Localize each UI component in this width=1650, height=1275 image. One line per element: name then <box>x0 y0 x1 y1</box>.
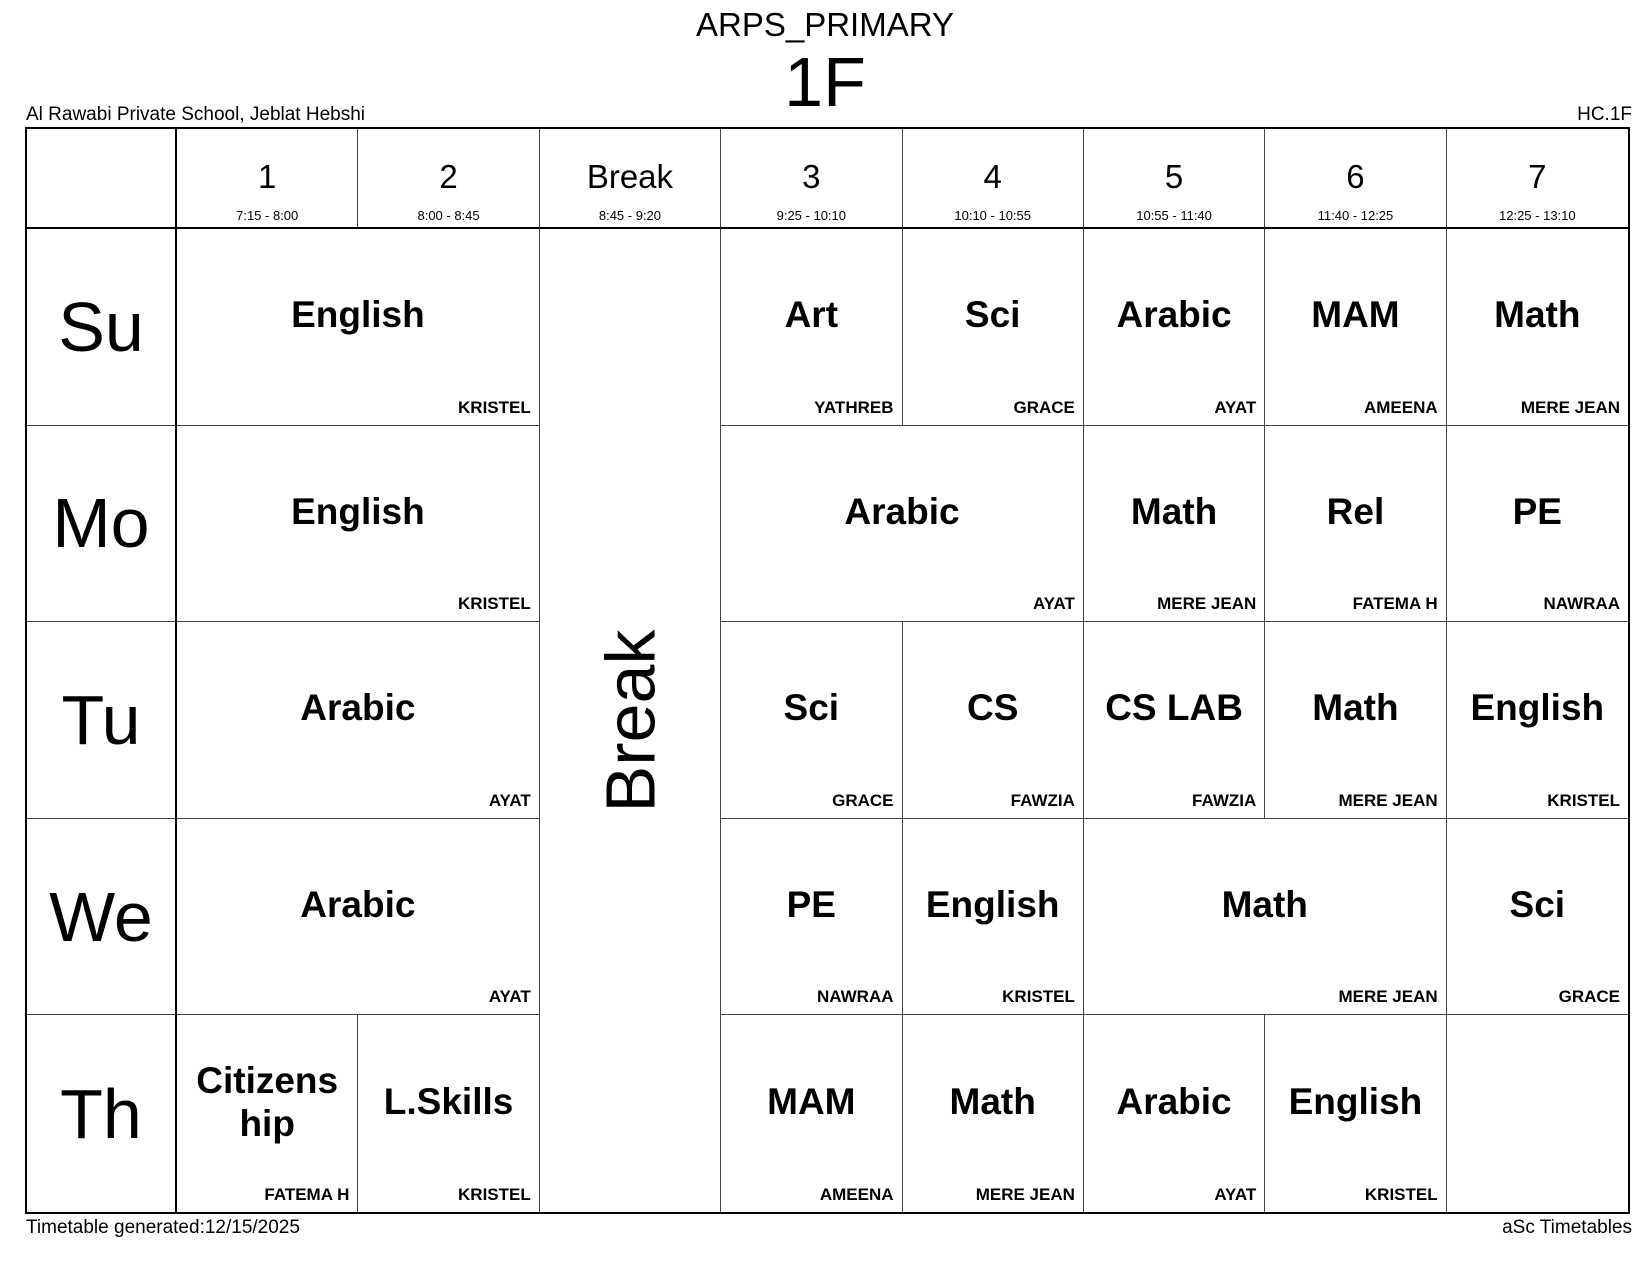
lesson-teacher: KRISTEL <box>458 397 531 417</box>
lesson-subject: English <box>291 294 425 336</box>
lesson-cell <box>721 229 902 426</box>
day-label-cell <box>27 819 177 1016</box>
lesson-cell <box>721 1015 902 1212</box>
lesson-subject: Math <box>949 1081 1036 1123</box>
lesson-subject: Citizens hip <box>196 1059 339 1144</box>
lesson-teacher: MERE JEAN <box>1338 987 1438 1007</box>
lesson-teacher: FAWZIA <box>1010 790 1075 810</box>
period-label: 5 <box>1164 158 1184 195</box>
lesson-teacher: KRISTEL <box>1547 790 1620 810</box>
lesson-teacher: AYAT <box>1214 397 1257 417</box>
lesson-subject: Math <box>1494 294 1581 336</box>
period-label: 4 <box>983 158 1002 195</box>
lesson-teacher: GRACE <box>1013 397 1075 417</box>
lesson-teacher: GRACE <box>1558 987 1620 1007</box>
lesson-subject: Sci <box>1509 884 1566 926</box>
lesson-teacher: KRISTEL <box>458 1184 531 1204</box>
lesson-teacher: FAWZIA <box>1192 790 1257 810</box>
lesson-cell <box>177 426 540 623</box>
day-label: Su <box>58 287 144 366</box>
lesson-subject: English <box>925 884 1060 926</box>
lesson-teacher: KRISTEL <box>1364 1184 1438 1204</box>
lesson-cell <box>1447 426 1628 623</box>
period-time: 10:55 - 11:40 <box>1136 208 1212 223</box>
lesson-subject: Art <box>784 294 839 336</box>
period-label: 7 <box>1528 158 1547 195</box>
lesson-subject: CS LAB <box>1105 687 1243 729</box>
lesson-subject: English <box>291 490 425 532</box>
lesson-cell <box>903 819 1084 1016</box>
lesson-subject: Sci <box>964 294 1021 336</box>
lesson-subject: Math <box>1221 884 1308 926</box>
break-label: Break <box>590 629 669 812</box>
footer-generated-date: Timetable generated:12/15/2025 <box>26 1217 300 1238</box>
day-label: Mo <box>52 484 150 563</box>
lesson-cell <box>721 426 1084 623</box>
day-label-cell <box>27 229 177 426</box>
lesson-teacher: FATEMA H <box>1352 594 1438 614</box>
lesson-teacher: MERE JEAN <box>1338 790 1438 810</box>
lesson-subject: Math <box>1312 687 1399 729</box>
period-time: 7:15 - 8:00 <box>236 208 299 223</box>
school-name: Al Rawabi Private School, Jeblat Hebshi <box>26 104 366 125</box>
lesson-subject <box>1451 1015 1624 1188</box>
lesson-subject: PE <box>786 884 836 926</box>
lesson-cell <box>1447 622 1628 819</box>
lesson-cell <box>1084 229 1265 426</box>
lesson-teacher: AYAT <box>1032 594 1075 614</box>
period-label: 6 <box>1346 158 1365 195</box>
lesson-teacher: KRISTEL <box>458 594 531 614</box>
lesson-subject: PE <box>1512 490 1562 532</box>
lesson-teacher: FATEMA H <box>264 1184 350 1204</box>
period-header <box>1265 129 1446 229</box>
lesson-cell <box>1265 229 1446 426</box>
period-time: 12:25 - 13:10 <box>1499 208 1576 223</box>
lesson-cell <box>903 1015 1084 1212</box>
lesson-cell <box>1084 819 1447 1016</box>
lesson-teacher: YATHREB <box>814 397 894 417</box>
lesson-cell <box>1447 819 1628 1016</box>
lesson-subject: English <box>1470 687 1605 729</box>
lesson-subject: L.Skills <box>383 1081 514 1123</box>
day-label: Th <box>60 1074 142 1153</box>
lesson-teacher: AMEENA <box>819 1184 894 1204</box>
period-label: Break <box>586 158 674 195</box>
school-title: ARPS_PRIMARY <box>696 6 954 43</box>
lesson-cell <box>1084 426 1265 623</box>
timetable-grid <box>25 127 1630 1214</box>
lesson-cell <box>721 819 902 1016</box>
lesson-cell <box>1084 622 1265 819</box>
lesson-subject: English <box>1288 1081 1423 1123</box>
period-label: 3 <box>802 158 821 195</box>
lesson-teacher: NAWRAA <box>817 987 894 1007</box>
lesson-cell <box>177 229 540 426</box>
lesson-cell <box>1084 1015 1265 1212</box>
lesson-teacher: MERE JEAN <box>1157 594 1257 614</box>
day-label-cell <box>27 622 177 819</box>
class-code: HC.1F <box>1577 104 1632 125</box>
lesson-teacher: NAWRAA <box>1543 594 1620 614</box>
period-time: 11:40 - 12:25 <box>1317 208 1394 223</box>
period-header <box>1084 129 1265 229</box>
lesson-cell <box>1447 1015 1628 1212</box>
period-header <box>540 129 721 229</box>
lesson-cell <box>1447 229 1628 426</box>
lesson-subject: MAM <box>767 1081 856 1123</box>
class-title: 1F <box>784 43 866 121</box>
day-label: We <box>49 877 153 956</box>
lesson-teacher: AMEENA <box>1363 397 1438 417</box>
lesson-subject: Math <box>1130 490 1218 532</box>
period-header <box>177 129 358 229</box>
period-time: 9:25 - 10:10 <box>776 208 846 223</box>
day-label-cell <box>27 1015 177 1212</box>
corner-cell <box>27 129 177 229</box>
period-label: 2 <box>439 158 458 195</box>
lesson-cell <box>177 622 540 819</box>
lesson-cell <box>177 1015 358 1212</box>
lesson-subject: Sci <box>783 687 840 729</box>
period-header <box>903 129 1084 229</box>
lesson-cell <box>1265 426 1446 623</box>
lesson-subject: CS <box>966 687 1019 729</box>
lesson-cell <box>903 229 1084 426</box>
period-header <box>721 129 902 229</box>
lesson-subject: Arabic <box>1116 1081 1232 1123</box>
lesson-teacher: MERE JEAN <box>1520 397 1620 417</box>
break-column <box>540 229 721 1212</box>
lesson-cell <box>1265 1015 1446 1212</box>
lesson-teacher: AYAT <box>488 987 531 1007</box>
lesson-cell <box>903 622 1084 819</box>
lesson-teacher: AYAT <box>488 790 531 810</box>
lesson-cell <box>721 622 902 819</box>
period-time: 8:45 - 9:20 <box>598 208 662 223</box>
day-label: Tu <box>61 680 141 759</box>
lesson-teacher: AYAT <box>1214 1184 1257 1204</box>
lesson-cell <box>358 1015 539 1212</box>
footer-app-name: aSc Timetables <box>1502 1217 1632 1238</box>
lesson-subject: Arabic <box>1116 294 1232 336</box>
lesson-teacher: MERE JEAN <box>975 1184 1075 1204</box>
lesson-subject: Arabic <box>300 884 416 926</box>
period-label: 1 <box>258 158 277 195</box>
lesson-cell <box>1265 622 1446 819</box>
period-header <box>1447 129 1628 229</box>
lesson-subject: Arabic <box>844 490 960 532</box>
lesson-subject: Arabic <box>300 687 416 729</box>
period-header <box>358 129 539 229</box>
lesson-subject: Rel <box>1326 490 1385 532</box>
period-time: 8:00 - 8:45 <box>417 208 480 223</box>
period-time: 10:10 - 10:55 <box>954 208 1031 223</box>
lesson-teacher: KRISTEL <box>1002 987 1075 1007</box>
lesson-subject: MAM <box>1311 294 1400 336</box>
lesson-cell <box>177 819 540 1016</box>
lesson-teacher: GRACE <box>832 790 894 810</box>
day-label-cell <box>27 426 177 623</box>
break-label-wrap <box>540 229 720 1212</box>
